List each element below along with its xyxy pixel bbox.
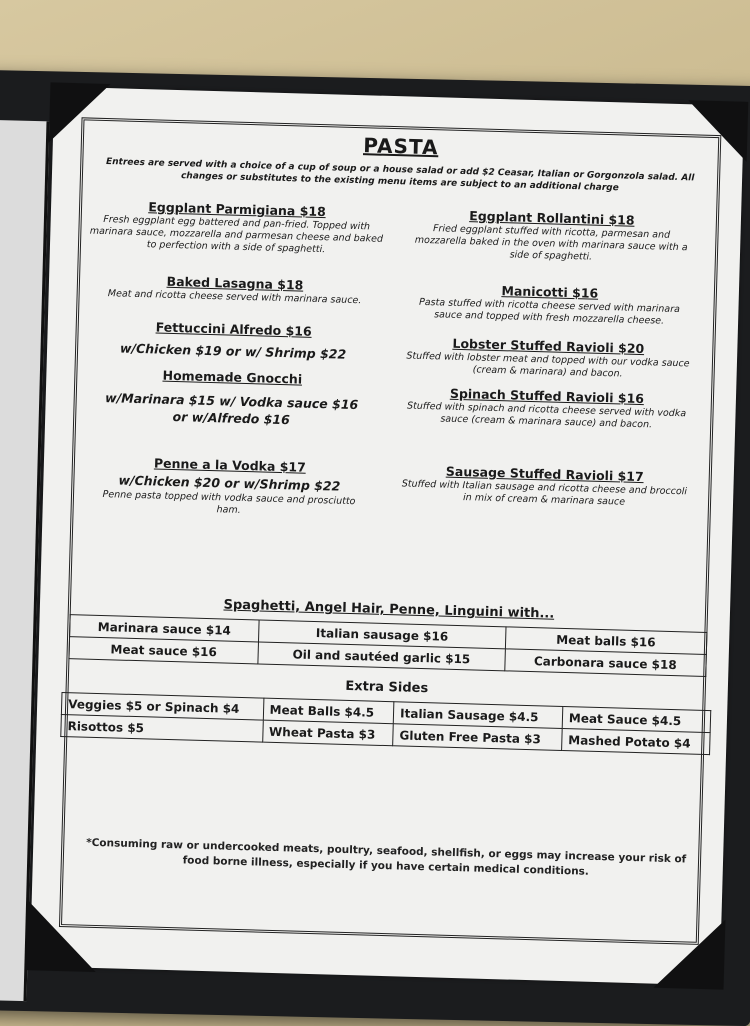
menu-item-manicotti [404, 280, 695, 328]
table-cell: Meat sauce $16 [69, 637, 259, 664]
item-description: Pasta stuffed with ricotta cheese served with marinara sauce and topped with fresh mozzarella cheese. [418, 296, 681, 327]
item-name: Lobster Stuffed Ravioli $20 [452, 335, 645, 357]
item-name: Homemade Gnocchi [162, 367, 303, 387]
item-description: Penne pasta topped with vodka sauce and prosciutto ham. [102, 489, 356, 516]
table-cell: Italian sausage $16 [258, 620, 505, 649]
table-cell: Risottos $5 [61, 714, 263, 742]
extra-sides-title: Extra Sides [345, 678, 429, 697]
item-options: w/Marinara $15 w/ Vodka sauce $16 or w/Alfredo $16 [104, 390, 359, 428]
food-safety-disclaimer: *Consuming raw or undercooked meats, poultry, seafood, shellfish, or eggs may increase your risk of food borne illness, especially if you have certain medical conditions. [86, 836, 687, 878]
item-description: Stuffed with spinach and ricotta cheese served with vodka sauce (cream & marinara sauce) and bacon. [406, 400, 687, 431]
item-name: Spinach Stuffed Ravioli $16 [449, 385, 645, 407]
menu-intro: Entrees are served with a choice of a cup of soup or a house salad or add $2 Ceasar, Italian or Gorgonzola salad. All changes or substitutes to the existing menu items are subject to an additional charge [105, 157, 695, 194]
table-cell: Gluten Free Pasta $3 [393, 724, 562, 751]
menu-content [67, 124, 713, 939]
item-options: w/Chicken $20 or w/Shrimp $22 [118, 472, 341, 494]
item-name: Penne a la Vodka $17 [153, 455, 307, 475]
table-cell: Wheat Pasta $3 [262, 720, 393, 746]
extra-sides-section [60, 671, 712, 755]
left-column [88, 190, 388, 516]
menu-title: PASTA [362, 133, 439, 160]
extra-sides-table [60, 692, 711, 755]
item-name: Eggplant Rollantini $18 [469, 208, 635, 228]
menu-item-lobster-ravioli [403, 334, 694, 382]
item-description: Stuffed with Italian sausage and ricotta cheese and broccoli in mix of cream & marinara sauce [401, 478, 688, 508]
menu-item-sausage-ravioli [399, 462, 690, 510]
table-cell: Italian Sausage $4.5 [393, 702, 562, 729]
table-cell: Meat Balls $4.5 [263, 698, 394, 724]
menu-item-homemade-gnocchi [81, 365, 382, 430]
item-description: Fried eggplant stuffed with ricotta, parmesan and mozzarella baked in the oven with marinara sauce with a side of spaghetti. [414, 223, 688, 263]
table-cell: Oil and sautéed garlic $15 [258, 642, 505, 671]
item-description: Fresh eggplant egg battered and pan-fried. Topped with marinara sauce, mozzarella and parmesan cheese and baked to perfection with a side of spaghetti. [89, 213, 384, 256]
table-cell: Carbonara sauce $18 [504, 649, 706, 677]
menu-item-baked-lasagna [84, 271, 385, 307]
menu-item-eggplant-parmigiana [86, 198, 387, 258]
menu-item-eggplant-rollantini [406, 206, 697, 266]
item-options: w/Chicken $19 or w/ Shrimp $22 [119, 340, 347, 362]
table-cell: Veggies $5 or Spinach $4 [61, 692, 263, 720]
table-cell: Mashed Potato $4 [561, 728, 710, 754]
table-cell: Meat balls $16 [505, 627, 707, 655]
table-cell: Meat Sauce $4.5 [562, 706, 711, 732]
right-column [401, 198, 697, 508]
spaghetti-table [68, 614, 707, 677]
table-cell: Marinara sauce $14 [70, 615, 260, 642]
spaghetti-title: Spaghetti, Angel Hair, Penne, Linguini with... [223, 597, 555, 622]
item-name: Fettuccini Alfredo $16 [155, 319, 312, 339]
item-name: Baked Lasagna $18 [166, 273, 304, 293]
item-description: Meat and ricotta cheese served with marinara sauce. [107, 288, 362, 307]
menu-page [30, 87, 744, 986]
item-name: Eggplant Parmigiana $18 [148, 199, 326, 220]
menu-item-fettuccini-alfredo [83, 317, 384, 363]
menu-columns [76, 190, 711, 627]
item-name: Sausage Stuffed Ravioli $17 [445, 463, 644, 485]
item-name: Manicotti $16 [501, 283, 599, 301]
menu-item-spinach-ravioli [401, 384, 692, 432]
menu-item-penne-vodka [79, 453, 381, 520]
item-description: Stuffed with lobster meat and topped with our vodka sauce (cream & marinara) and bacon. [406, 350, 690, 380]
